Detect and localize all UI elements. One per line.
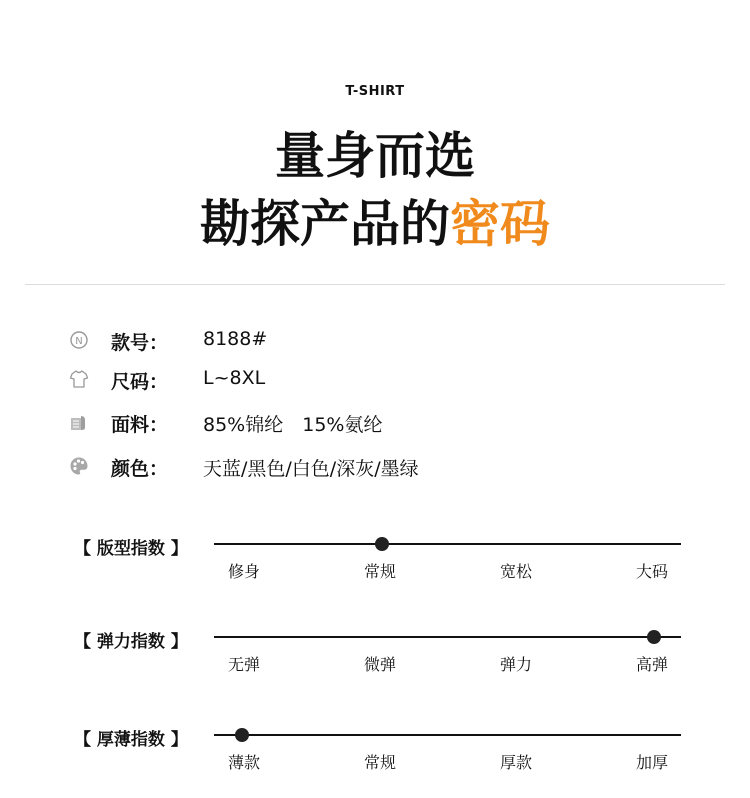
scale-line bbox=[214, 636, 681, 638]
scale-line bbox=[214, 543, 681, 545]
scale-tick-label: 微弹 bbox=[363, 655, 397, 674]
spec-row-size bbox=[0, 364, 750, 394]
spec-value: 8188# bbox=[203, 328, 268, 350]
elasticity-index-scale bbox=[0, 627, 750, 687]
scale-tick-label: 修身 bbox=[227, 562, 261, 581]
headline-line-2 bbox=[0, 194, 750, 254]
spec-value: 85%锦纶 15%氨纶 bbox=[203, 414, 383, 436]
spec-label: 面料： bbox=[111, 414, 169, 436]
scale-tick-label: 宽松 bbox=[499, 562, 533, 581]
headline-plain: 勘探产品的 bbox=[200, 195, 450, 253]
eyebrow-label: T-SHIRT bbox=[345, 84, 405, 99]
spec-row-color bbox=[0, 451, 750, 481]
headline-line-1: 量身而选 bbox=[275, 127, 475, 185]
spec-value: L~8XL bbox=[203, 367, 266, 389]
spec-row-fabric bbox=[0, 407, 750, 437]
scale-title: 【 版型指数 】 bbox=[74, 539, 188, 559]
n-circle-icon bbox=[69, 330, 89, 350]
scale-indicator-dot bbox=[647, 630, 661, 644]
spec-label: 颜色： bbox=[111, 458, 169, 480]
scale-tick-label: 加厚 bbox=[635, 753, 669, 772]
svg-text:N: N bbox=[75, 336, 83, 347]
scale-tick-label: 常规 bbox=[363, 562, 397, 581]
scale-tick-label: 无弹 bbox=[227, 655, 261, 674]
shirt-outline-icon bbox=[69, 369, 89, 389]
scale-tick-label: 厚款 bbox=[499, 753, 533, 772]
scale-tick-label: 薄款 bbox=[227, 753, 261, 772]
spec-label: 款号： bbox=[111, 332, 169, 354]
scale-title: 【 厚薄指数 】 bbox=[74, 730, 188, 750]
scale-indicator-dot bbox=[375, 537, 389, 551]
thickness-index-scale bbox=[0, 725, 750, 785]
headline-accent: 密码 bbox=[450, 195, 550, 253]
fabric-roll-icon bbox=[69, 412, 89, 432]
scale-title: 【 弹力指数 】 bbox=[74, 632, 188, 652]
scale-tick-label: 高弹 bbox=[635, 655, 669, 674]
palette-icon bbox=[69, 456, 89, 476]
scale-line bbox=[214, 734, 681, 736]
fit-index-scale bbox=[0, 534, 750, 594]
scale-indicator-dot bbox=[235, 728, 249, 742]
spec-value: 天蓝/黑色/白色/深灰/墨绿 bbox=[203, 458, 419, 480]
scale-tick-label: 常规 bbox=[363, 753, 397, 772]
divider bbox=[25, 284, 725, 285]
spec-row-style-number bbox=[0, 325, 750, 355]
spec-label: 尺码： bbox=[111, 371, 169, 393]
scale-tick-label: 弹力 bbox=[499, 655, 533, 674]
scale-tick-label: 大码 bbox=[635, 562, 669, 581]
